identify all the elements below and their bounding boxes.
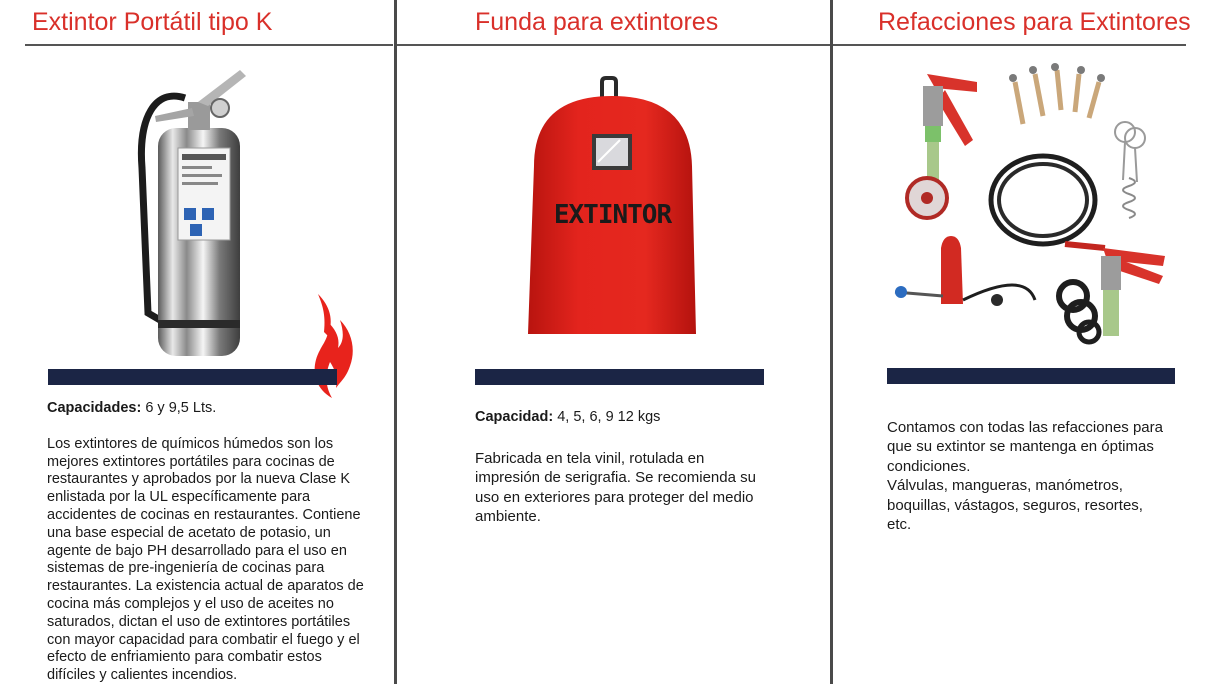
k-class-extinguisher-image	[60, 58, 320, 363]
product-description	[47, 400, 369, 685]
product-description	[475, 409, 765, 527]
capacity-label: Capacidades:	[47, 400, 142, 416]
column-title: Refacciones para Extintores	[878, 8, 1191, 36]
section-band	[887, 368, 1175, 384]
extinguisher-cover-image	[520, 76, 705, 338]
capacity-value: 6 y 9,5 Lts.	[141, 400, 217, 416]
product-description	[887, 418, 1169, 534]
body-text-parts-list: Válvulas, mangueras, manómetros, boquillas, vástagos, seguros, resortes, etc.	[887, 477, 1143, 534]
title-underline	[397, 44, 830, 46]
column-title: Extintor Portátil tipo K	[32, 8, 273, 36]
cover-print-label: EXTINTOR	[553, 200, 672, 230]
column-title: Funda para extintores	[475, 8, 719, 36]
extinguisher-parts-image	[885, 60, 1175, 345]
body-text-intro: Contamos con todas las refacciones para que su extintor se mantenga en óptimas condiciones.	[887, 419, 1163, 475]
column-divider-2	[830, 0, 833, 684]
capacity-line	[475, 409, 765, 427]
capacity-line	[47, 400, 369, 418]
capacity-label: Capacidad:	[475, 409, 554, 425]
body-text: Fabricada en tela vinil, rotulada en impresión de serigrafia. Se recomienda su uso en exteriores para proteger del medio ambiente.	[475, 449, 756, 526]
title-underline	[833, 44, 1186, 46]
body-text: Los extintores de químicos húmedos son los mejores extintores portátiles para cocinas de restaurantes y aprobados por la nueva Clase K enlistada por la UL específicamente para accidentes de cocinas en restaurantes. Contiene una base especial de acetato de potasio, un agente de bajo PH desarrollado para el uso en sistemas de pre-ingeniería de cocinas para restaurantes. La existencia actual de aparatos de cocina más complejos y el uso de aceites no saturados, dictan el uso de extintores portátiles con mayor capacidad para combatir el fuego y el efecto de enfriamiento para combatir estos difíciles y calientes incendios.	[47, 435, 364, 684]
capacity-value: 4, 5, 6, 9 12 kgs	[553, 409, 661, 425]
title-underline	[25, 44, 393, 46]
column-divider-1	[394, 0, 397, 684]
section-band	[48, 369, 337, 385]
section-band	[475, 369, 764, 385]
